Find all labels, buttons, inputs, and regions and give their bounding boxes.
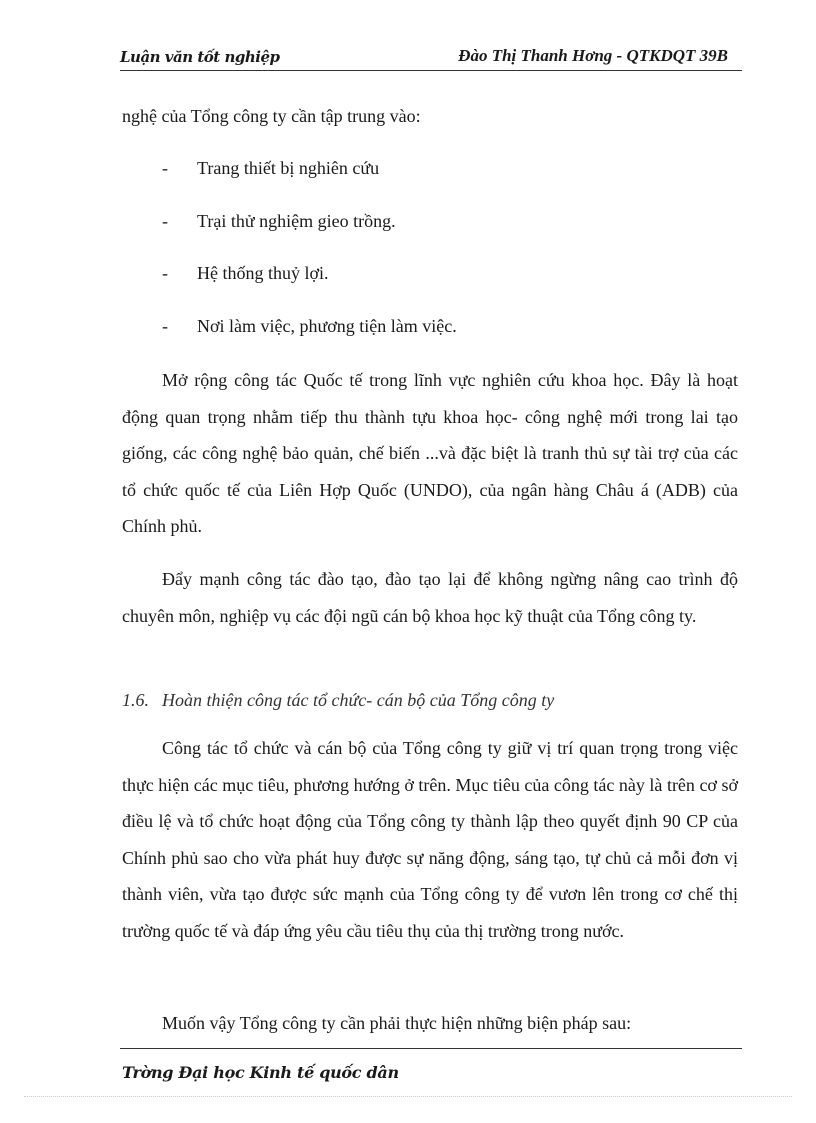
paragraph-international: Mở rộng công tác Quốc tế trong lĩnh vực nghiên cứu khoa học. Đây là hoạt động quan trọng nhằm tiếp thu thành tựu khoa học- công nghệ mới trong lai tạo giống, các công nghệ bảo quản, chế biến ...và đặc biệt là tranh thủ sự tài trợ của các tổ chức quốc tế của Liên Hợp Quốc (UNDO), của ngân hàng Châu á (ADB) của Chính phủ. xyxy=(122,370,738,536)
intro-line: nghệ của Tổng công ty cần tập trung vào: xyxy=(122,106,421,126)
page-header xyxy=(120,44,742,71)
bullet-dash: - xyxy=(162,263,168,283)
footer-divider xyxy=(120,1048,742,1049)
paragraph-training: Đẩy mạnh công tác đào tạo, đào tạo lại để không ngừng nâng cao trình độ chuyên môn, nghiệp vụ các đội ngũ cán bộ khoa học kỹ thuật của Tổng công ty. xyxy=(122,569,738,626)
list-item-text: Nơi làm việc, phương tiện làm việc. xyxy=(197,316,457,336)
paragraph-organization: Công tác tổ chức và cán bộ của Tổng công ty giữ vị trí quan trọng trong việc thực hiện các mục tiêu, phương hướng ở trên. Mục tiêu của công tác này là trên cơ sở điều lệ và tổ chức hoạt động của Tổng công ty thành lập theo quyết định 90 CP của Chính phủ sao cho vừa phát huy được sự năng động, sáng tạo, tự chủ cả mỗi đơn vị thành viên, vừa tạo được sức mạnh của Tổng công ty để vươn lên trong cơ chế thị trường quốc tế và đáp ứng yêu cầu tiêu thụ của thị trường trong nước. xyxy=(122,738,738,941)
section-title: Hoàn thiện công tác tổ chức- cán bộ của Tổng công ty xyxy=(162,690,555,710)
header-title: Luận văn tốt nghiệp xyxy=(120,48,280,66)
list-item-text: Trại thử nghiệm gieo trồng. xyxy=(197,211,396,231)
header-author: Đào Thị Thanh Hơng - QTKDQT 39B xyxy=(458,46,728,65)
list-item-text: Trang thiết bị nghiên cứu xyxy=(197,158,380,178)
section-heading xyxy=(122,690,554,711)
bullet-dash: - xyxy=(162,316,168,336)
bullet-dash: - xyxy=(162,158,168,178)
bullet-dash: - xyxy=(162,211,168,231)
paragraph-measures: Muốn vậy Tổng công ty cần phải thực hiện những biện pháp sau: xyxy=(162,1013,632,1033)
page-edge xyxy=(24,1096,792,1097)
page-footer: Trờng Đại học Kinh tế quốc dân xyxy=(122,1063,399,1082)
section-number: 1.6. xyxy=(122,690,149,710)
list-item-text: Hệ thống thuỷ lợi. xyxy=(197,263,329,283)
